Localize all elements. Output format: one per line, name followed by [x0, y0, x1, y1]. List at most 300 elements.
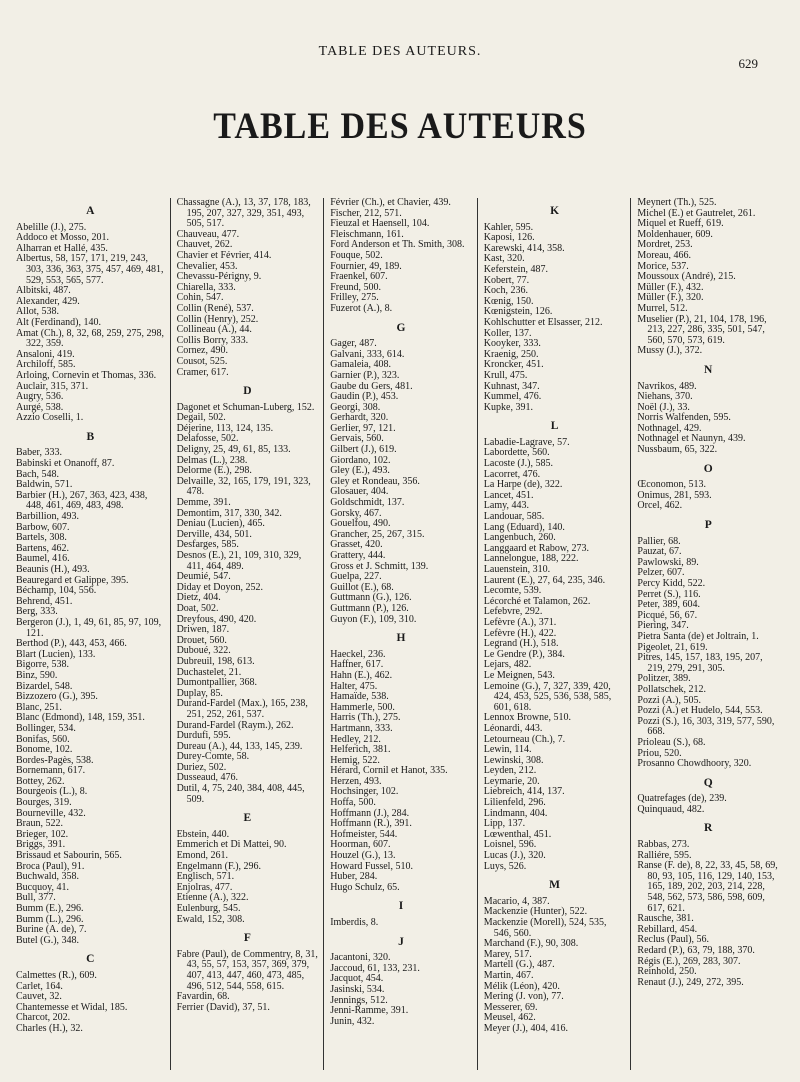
index-entry: Deniau (Lucien), 465.	[176, 518, 265, 530]
index-entry: Müller (F.), 320.	[637, 292, 704, 304]
index-entry: Mackenzie (Hunter), 522.	[483, 906, 588, 918]
index-entry: Helferich, 381.	[330, 744, 391, 756]
index-entry: Bach, 548.	[16, 468, 60, 480]
index-entry: Meynert (Th.), 525.	[637, 198, 717, 208]
index-entry: Leyden, 212.	[483, 765, 537, 777]
index-entry: Niehans, 370.	[637, 391, 693, 403]
index-entry: Fieuzal et Haensell, 104.	[330, 218, 430, 230]
section-letter: O	[703, 462, 713, 475]
index-entry: Dreyfous, 490, 420.	[176, 613, 257, 625]
index-entry: Baldwin, 571.	[16, 479, 73, 491]
index-entry: Imberdis, 8.	[330, 917, 379, 928]
index-entry: Duboué, 322.	[176, 645, 231, 657]
index-entry: Gley (E.), 493.	[330, 465, 390, 477]
index-entry: Jennings, 512.	[330, 994, 388, 1006]
index-entry: Cornez, 490.	[176, 345, 228, 357]
index-entry: Fournier, 49, 189.	[330, 260, 402, 272]
index-entry: Emmerich et Di Mattei, 90.	[176, 839, 287, 851]
index-entry: Alexander, 429.	[16, 295, 80, 307]
index-entry: Lejars, 482.	[483, 659, 532, 671]
index-entry: Huber, 284.	[330, 871, 378, 883]
index-entry: Gager, 487.	[330, 338, 377, 350]
index-entry: Guillot (E.), 68.	[330, 581, 394, 593]
index-entry: Rebillard, 454.	[637, 923, 698, 935]
index-entry: Aurgé, 538.	[16, 401, 64, 413]
index-entry: Alharran et Hallé, 435.	[16, 242, 108, 254]
index-entry: Fischer, 212, 571.	[330, 207, 402, 219]
index-entry: Jasinski, 534.	[330, 983, 385, 995]
page-number: 629	[738, 56, 758, 71]
index-entry: Lang (Eduard), 140.	[483, 521, 565, 533]
index-entry: Herzen, 493.	[330, 775, 382, 787]
index-entry: Barbow, 607.	[16, 521, 70, 533]
index-entry: Mélik (Léon), 420.	[483, 980, 560, 992]
index-entry: Duplay, 85.	[176, 687, 223, 699]
index-entry: Prioleau (S.), 68.	[637, 736, 706, 748]
index-entry: Koller, 137.	[483, 327, 532, 339]
index-entry: Auclair, 315, 371.	[16, 380, 89, 392]
index-entry: Azzio Coselli, 1.	[16, 412, 84, 424]
index-entry: Freund, 500.	[330, 281, 382, 293]
index-entry: Pigeolet, 21, 619.	[637, 641, 708, 653]
index-entry: Marchand (F.), 90, 308.	[483, 938, 579, 950]
index-entry: Lauenstein, 310.	[483, 564, 551, 575]
index-entry: Bourgeois (L.), 8.	[16, 786, 88, 798]
index-entry: Howard Fussel, 510.	[330, 860, 413, 872]
index-entry: Enjolras, 477.	[176, 881, 233, 893]
index-entry: Lucas (J.), 320.	[483, 850, 546, 862]
index-entry: Gilbert (J.), 619.	[330, 444, 397, 456]
index-entry: Deligny, 25, 49, 61, 85, 133.	[176, 444, 291, 456]
index-entry: Frilley, 275.	[330, 292, 379, 304]
index-entry: Liebreich, 414, 137.	[483, 786, 565, 798]
index-entry: Brieger, 102.	[16, 828, 69, 840]
index-entry: Glosauer, 404.	[330, 486, 389, 498]
index-entry: Pelzer, 607.	[637, 567, 685, 579]
index-entry: Bartens, 462.	[16, 542, 70, 554]
index-entry: Hedley, 212.	[330, 733, 381, 745]
index-entry: Chauvet, 262.	[176, 239, 233, 251]
index-entry: Lacorret, 476.	[483, 468, 541, 480]
index-entry: Murrel, 512.	[637, 302, 688, 314]
index-entry: Drouet, 560.	[176, 634, 227, 646]
index-entry: Halter, 475.	[330, 680, 378, 692]
index-entry: Barbier (H.), 267, 363, 423, 438, 448, 461, 469, 483, 498.	[16, 489, 148, 512]
index-entry: Delafosse, 502.	[176, 433, 239, 445]
index-entry: Ewald, 152, 308.	[176, 913, 245, 925]
index-entry: Keferstein, 487.	[483, 263, 548, 275]
index-entry: Nothnagel, 429.	[637, 422, 702, 434]
index-entry: Durand-Fardel (Raym.), 262.	[176, 719, 294, 731]
section-letter: B	[86, 430, 95, 443]
index-entry: Bonifas, 560.	[16, 733, 70, 745]
index-entry: Ranse (F. de), 8, 22, 33, 45, 58, 69, 80, 93, 105, 116, 129, 140, 153, 165, 189, 202, 203, 214, 228, 548, 562, 573, 586, 598, 609, 617, 621.	[637, 860, 778, 914]
index-entry: Février (Ch.), et Chavier, 439.	[330, 198, 451, 208]
index-entry: Berthod (P.), 443, 453, 466.	[16, 638, 127, 650]
index-entry: Langenbuch, 260.	[483, 532, 556, 544]
index-entry: Kummel, 476.	[483, 391, 542, 403]
index-entry: Duchastelet, 21.	[176, 666, 242, 678]
index-entry: Moreau, 466.	[637, 249, 692, 261]
index-entry: Quatrefages (de), 239.	[637, 793, 727, 805]
index-entry: Bucquoy, 41.	[16, 881, 69, 893]
index-entry: Marey, 517.	[483, 948, 532, 960]
index-entry: Kohlschutter et Elsasser, 212.	[483, 316, 603, 328]
index-entry: Ford Anderson et Th. Smith, 308.	[330, 239, 465, 251]
index-entry: Bartels, 308.	[16, 532, 67, 544]
index-entry: Charles (H.), 32.	[16, 1022, 83, 1034]
index-entry: Pollatschek, 212.	[637, 683, 707, 695]
index-entry: Gerlier, 97, 121.	[330, 422, 396, 434]
index-entry: Nothnagel et Naunyn, 439.	[637, 433, 746, 445]
index-entry: Dumontpallier, 368.	[176, 677, 257, 689]
index-entry: Ferrier (David), 37, 51.	[176, 1001, 270, 1013]
index-entry: Diday et Doyon, 252.	[176, 581, 263, 593]
index-entry: Jenni-Ramme, 391.	[330, 1005, 409, 1017]
index-entry: Derville, 434, 501.	[176, 528, 252, 540]
index-entry: Kraenig, 250.	[483, 348, 539, 360]
index-entry: Hochsinger, 102.	[330, 786, 399, 798]
index-entry: Hoffmann (J.), 284.	[330, 807, 410, 819]
index-entry: Degail, 502.	[176, 412, 226, 424]
index-entry: Guttmann (P.), 126.	[330, 602, 409, 614]
index-entry: Kobert, 77.	[483, 274, 530, 286]
index-entry: Kahler, 595.	[483, 221, 534, 233]
index-entry: Guttmann (G.), 126.	[330, 592, 412, 604]
index-entry: Emond, 261.	[176, 850, 228, 862]
index-entry: Perret (S.), 116.	[637, 588, 701, 600]
index-entry: Eulenburg, 545.	[176, 903, 241, 914]
index-entry: Lefèvre (A.), 371.	[483, 616, 557, 628]
index-entry: Haffner, 617.	[330, 659, 384, 671]
running-title: TABLE DES AUTEURS.	[318, 44, 482, 59]
index-entry: Braun, 522.	[16, 818, 63, 830]
index-entry: Lecomte, 539.	[483, 585, 542, 597]
index-entry: Berg, 333.	[16, 606, 58, 618]
index-entry: Dureau (A.), 44, 133, 145, 239.	[176, 740, 303, 752]
index-entry: Prosanno Chowdhoory, 320.	[637, 758, 752, 770]
index-entry: Lécorché et Talamon, 262.	[483, 595, 591, 607]
index-entry: Pauzat, 67.	[637, 546, 682, 558]
index-entry: Burine (A. de), 7.	[16, 924, 87, 936]
index-entry: Gaube du Gers, 481.	[330, 380, 413, 392]
index-entry: Meyer (J.), 404, 416.	[483, 1022, 568, 1034]
index-entry: Bumm (E.), 296.	[16, 903, 84, 914]
index-entry: Moldenhauer, 609.	[637, 228, 713, 240]
index-entry: Moussoux (André), 215.	[637, 271, 736, 283]
index-entry: Blanc (Edmond), 148, 159, 351.	[16, 712, 145, 724]
index-entry: Ansaloni, 419.	[16, 348, 75, 360]
index-entry: Allot, 538.	[16, 306, 60, 318]
index-entry: Grancher, 25, 267, 315.	[330, 528, 425, 540]
index-entry: Mordret, 253.	[637, 239, 693, 251]
index-entry: Briggs, 391.	[16, 839, 66, 851]
index-entry: Bull, 377.	[16, 892, 56, 904]
index-entry: Beaunis (H.), 493.	[16, 564, 90, 575]
section-letter: C	[86, 953, 95, 966]
index-entry: Œconomon, 513.	[637, 479, 707, 491]
index-entry: Landouar, 585.	[483, 511, 545, 523]
index-entry: Demontim, 317, 330, 342.	[176, 507, 282, 519]
index-entry: Bizzozero (G.), 395.	[16, 691, 98, 703]
index-entry: Lewin, 114.	[483, 744, 532, 756]
index-entry: Broca (Paul), 91.	[16, 860, 85, 872]
index-entry: Barbillion, 493.	[16, 511, 80, 523]
index-entry: Miquel et Rueff, 619.	[637, 218, 724, 230]
index-entry: Delorme (E.), 298.	[176, 465, 252, 477]
index-entry: Behrend, 451.	[16, 595, 73, 607]
index-entry: Grattery, 444.	[330, 550, 386, 561]
index-entry: Noël (J.), 33.	[637, 401, 690, 413]
index-entry: Bornemann, 617.	[16, 765, 86, 777]
index-column	[323, 198, 477, 1070]
index-entry: Kaposi, 126.	[483, 232, 535, 244]
index-entry: Lefebvre, 292.	[483, 606, 543, 618]
section-letter: E	[243, 812, 252, 825]
index-entry: Muselier (P.), 21, 104, 178, 196, 213, 227, 286, 335, 501, 547, 560, 570, 573, 619.	[637, 313, 767, 346]
index-entry: Mussy (J.), 372.	[637, 345, 703, 357]
index-entry: Lefèvre (H.), 422.	[483, 627, 557, 639]
section-letter: G	[396, 321, 406, 334]
index-entry: Guyon (F.), 109, 310.	[330, 613, 417, 625]
index-entry: Engelmann (F.), 296.	[176, 860, 262, 872]
index-entry: Grasset, 420.	[330, 539, 383, 551]
index-entry: Kupke, 391.	[483, 401, 533, 413]
index-entry: Binz, 590.	[16, 669, 58, 681]
index-entry: Reinhold, 250.	[637, 966, 697, 978]
index-entry: Cohin, 547.	[176, 292, 224, 304]
index-entry: Bordes-Pagès, 538.	[16, 754, 94, 766]
index-entry: Quinquaud, 482.	[637, 803, 705, 815]
index-entry: Fleischmann, 161.	[330, 228, 404, 240]
index-entry: Hérard, Cornil et Hanot, 335.	[330, 765, 448, 777]
index-entry: Collis Borry, 333.	[176, 334, 249, 346]
index-entry: Chevassu-Périgny, 9.	[176, 271, 262, 283]
index-entry: Fuzerot (A.), 8.	[330, 302, 393, 314]
index-entry: Pitres, 145, 157, 183, 195, 207, 219, 279, 291, 305.	[637, 652, 763, 674]
index-entry: Amat (Ch.), 8, 32, 68, 259, 275, 298, 322, 359.	[16, 327, 165, 350]
index-entry: Kast, 320.	[483, 253, 525, 265]
index-entry: Luys, 526.	[483, 860, 527, 872]
index-entry: Déjerine, 113, 124, 135.	[176, 422, 274, 434]
index-entry: Pozzi (A.) et Hudelo, 544, 553.	[637, 705, 763, 717]
index-entry: Gervais, 560.	[330, 433, 384, 445]
index-entry: Giordano, 102.	[330, 454, 391, 466]
index-entry: Fouque, 502.	[330, 249, 383, 261]
index-entry: Hoffa, 500.	[330, 797, 376, 809]
index-entry: Hoorman, 607.	[330, 839, 391, 851]
index-entry: Hamaïde, 538.	[330, 691, 389, 703]
index-entry: Lindmann, 404.	[483, 807, 548, 819]
index-entry: Bigorre, 538.	[16, 659, 70, 671]
index-entry: Durey-Comte, 58.	[176, 751, 250, 763]
index-entry: Hugo Schulz, 65.	[330, 881, 400, 893]
index-entry: Dusseaud, 476.	[176, 772, 238, 784]
index-entry: Kroncker, 451.	[483, 359, 544, 371]
index-entry: Kuhnast, 347.	[483, 380, 540, 392]
index-entry: Lancet, 451.	[483, 489, 534, 501]
index-entry: Baber, 333.	[16, 447, 62, 459]
index-entry: Kooyker, 333.	[483, 338, 541, 350]
section-letter: M	[549, 879, 561, 892]
index-entry: Arloing, Cornevin et Thomas, 336.	[16, 369, 157, 381]
index-entry: Jacquot, 454.	[330, 973, 384, 985]
index-entry: Gerhardt, 320.	[330, 412, 389, 424]
index-entry: Norris Walfenden, 595.	[637, 412, 731, 424]
index-entry: Meusel, 462.	[483, 1012, 536, 1024]
index-entry: Langgaard et Rabow, 273.	[483, 542, 589, 554]
index-entry: Augry, 536.	[16, 391, 64, 403]
index-entry: Ebstein, 440.	[176, 828, 230, 840]
page-title: TABLE DES AUTEURS	[213, 106, 587, 147]
index-entry: Dubreuil, 198, 613.	[176, 655, 255, 667]
index-entry: Beauregard et Galippe, 395.	[16, 574, 129, 586]
index-entry: Messerer, 69.	[483, 1001, 538, 1013]
index-entry: Nussbaum, 65, 322.	[637, 444, 718, 456]
index-entry: Jacantoni, 320.	[330, 952, 391, 964]
index-entry: Bizardel, 548.	[16, 680, 73, 692]
index-entry: Letourneau (Ch.), 7.	[483, 733, 566, 745]
index-entry: Chavier et Février, 414.	[176, 249, 272, 261]
index-entry: Pietra Santa (de) et Joltrain, 1.	[637, 630, 759, 642]
index-entry: Orcel, 462.	[637, 500, 683, 512]
index-entry: Duriez, 502.	[176, 761, 227, 773]
index-entry: Chevalier, 453.	[176, 260, 238, 272]
index-entry: Deumié, 547.	[176, 571, 231, 583]
index-entry: Chauveau, 477.	[176, 228, 240, 240]
index-entry: Régis (E.), 269, 283, 307.	[637, 955, 741, 967]
index-entry: Junin, 432.	[330, 1015, 375, 1027]
index-entry: Cramer, 617.	[176, 366, 229, 378]
index-entry: Renaut (J.), 249, 272, 395.	[637, 976, 744, 988]
index-entry: Fraenkel, 607.	[330, 271, 388, 283]
index-entry: La Harpe (de), 322.	[483, 479, 563, 491]
section-letter: K	[550, 205, 560, 217]
index-entry: Albertus, 58, 157, 171, 219, 243, 303, 336, 363, 375, 457, 469, 481, 529, 553, 565, 577.	[16, 253, 164, 286]
index-entry: Rabbas, 273.	[637, 839, 690, 851]
index-entry: Doat, 502.	[176, 602, 219, 614]
index-entry: Loisnel, 596.	[483, 839, 537, 851]
index-entry: Hofmeister, 544.	[330, 828, 398, 840]
index-entry: Fabre (Paul), de Commentry, 8, 31, 43, 55, 57, 153, 357, 369, 379, 407, 413, 447, 460, 473, 485, 496, 512, 544, 558, 615.	[176, 948, 318, 992]
index-entry: Babinski et Onanoff, 87.	[16, 458, 115, 470]
index-entry: Albitski, 487.	[16, 285, 71, 297]
section-letter: H	[396, 632, 406, 645]
index-entry: Etienne (A.), 322.	[176, 892, 249, 904]
index-entry: Pallier, 68.	[637, 535, 681, 547]
section-letter: P	[704, 519, 712, 532]
index-entry: Gley et Rondeau, 356.	[330, 475, 420, 487]
section-letter: L	[550, 420, 559, 433]
index-entry: Cauvet, 32.	[16, 991, 62, 1003]
index-entry: Le Gendre (P.), 384.	[483, 648, 565, 660]
index-entry: Abelille (J.), 275.	[16, 221, 87, 233]
index-entry: Chassagne (A.), 13, 37, 178, 183, 195, 207, 327, 329, 351, 493, 505, 517.	[176, 198, 311, 230]
index-entry: Onimus, 281, 593.	[637, 489, 712, 501]
index-entry: Gross et J. Schmitt, 139.	[330, 560, 429, 572]
section-letter: J	[398, 935, 404, 948]
index-entry: Addoco et Mosso, 201.	[16, 232, 110, 244]
section-letter: N	[704, 363, 713, 376]
index-entry: Bourges, 319.	[16, 797, 72, 809]
index-entry: Desfarges, 585.	[176, 539, 239, 551]
index-entry: Garnier (P.), 323.	[330, 369, 400, 381]
index-entry: Priou, 520.	[637, 747, 682, 759]
index-entry: Haeckel, 236.	[330, 648, 386, 660]
section-letter: Q	[703, 776, 713, 789]
index-entry: Redard (P.), 63, 79, 188, 370.	[637, 945, 755, 956]
index-entry: Hartmann, 333.	[330, 722, 393, 734]
index-entry: Rausche, 381.	[637, 913, 694, 925]
index-entry: Peter, 389, 604.	[637, 599, 701, 611]
index-entry: Delvaille, 32, 165, 179, 191, 323, 478.	[176, 475, 311, 498]
index-entry: Blanc, 251.	[16, 701, 62, 713]
index-entry: Bourneville, 432.	[16, 807, 86, 819]
index-entry: Müller (F.), 432.	[637, 281, 704, 293]
index-entry: Krull, 475.	[483, 369, 528, 381]
index-entry: Lilienfeld, 296.	[483, 797, 546, 809]
index-entry: Gorsky, 467.	[330, 507, 382, 519]
index-entry: Galvani, 333, 614.	[330, 348, 405, 360]
index-entry: Piering, 347.	[637, 620, 689, 632]
index-entry: Favardin, 68.	[176, 991, 230, 1003]
index-entry: Blart (Lucien), 133.	[16, 648, 96, 660]
index-entry: Politzer, 389.	[637, 673, 691, 685]
index-entry: Charcot, 202.	[16, 1012, 71, 1024]
index-entry: Hammerle, 500.	[330, 701, 395, 713]
index-entry: Lacoste (J.), 585.	[483, 458, 553, 470]
index-entry: Pozzi (S.), 16, 303, 319, 577, 590, 668.	[637, 715, 775, 738]
index-entry: Georgi, 308.	[330, 401, 381, 413]
index-entry: Baumel, 416.	[16, 553, 70, 565]
index-entry: Lamy, 443.	[483, 500, 529, 512]
index-column	[170, 198, 324, 1070]
index-entry: Legrand (H.), 518.	[483, 638, 559, 650]
index-entry: Goldschmidt, 137.	[330, 497, 405, 509]
index-entry: Gouelfou, 490.	[330, 518, 391, 530]
index-entry: Houzel (G.), 13.	[330, 850, 396, 862]
index-entry: Hahn (E.), 462.	[330, 669, 393, 681]
index-entry: Driwen, 187.	[176, 624, 230, 636]
index-entry: Béchamp, 104, 556.	[16, 585, 97, 597]
index-entry: Navrikos, 489.	[637, 380, 697, 392]
index-entry: Hemig, 522.	[330, 754, 380, 766]
index-entry: Kœnigstein, 126.	[483, 306, 553, 318]
index-entry: Lannelongue, 188, 222.	[483, 553, 579, 565]
index-entry: Koch, 236.	[483, 285, 528, 297]
index-entry: Morice, 537.	[637, 260, 689, 272]
index-entry: Bergeron (J.), 1, 49, 61, 85, 97, 109, 121.	[16, 616, 162, 639]
section-letter: F	[243, 932, 251, 945]
index-columns	[16, 198, 784, 1070]
index-entry: Lemoine (G.), 7, 327, 339, 420, 424, 453, 525, 536, 538, 585, 601, 618.	[483, 680, 612, 713]
index-entry: Bumm (L.), 296.	[16, 913, 84, 925]
index-entry: Mering (J. von), 77.	[483, 991, 564, 1003]
index-column	[16, 198, 170, 1070]
index-entry: Jaccoud, 61, 133, 231.	[330, 962, 420, 974]
index-entry: Percy Kidd, 522.	[637, 578, 706, 589]
index-entry: Macario, 4, 387.	[483, 895, 550, 907]
section-letter: R	[704, 822, 713, 835]
index-entry: Carlet, 164.	[16, 980, 63, 992]
index-entry: Labadie-Lagrave, 57.	[483, 436, 570, 448]
index-entry: Reclus (Paul), 56.	[637, 934, 710, 946]
index-entry: Hoffmann (R.), 391.	[330, 818, 412, 830]
index-entry: Michel (E.) et Gautrelet, 261.	[637, 207, 756, 219]
index-entry: Butel (G.), 348.	[16, 934, 80, 946]
index-entry: Martin, 467.	[483, 969, 534, 981]
index-entry: Lewinski, 308.	[483, 754, 544, 766]
